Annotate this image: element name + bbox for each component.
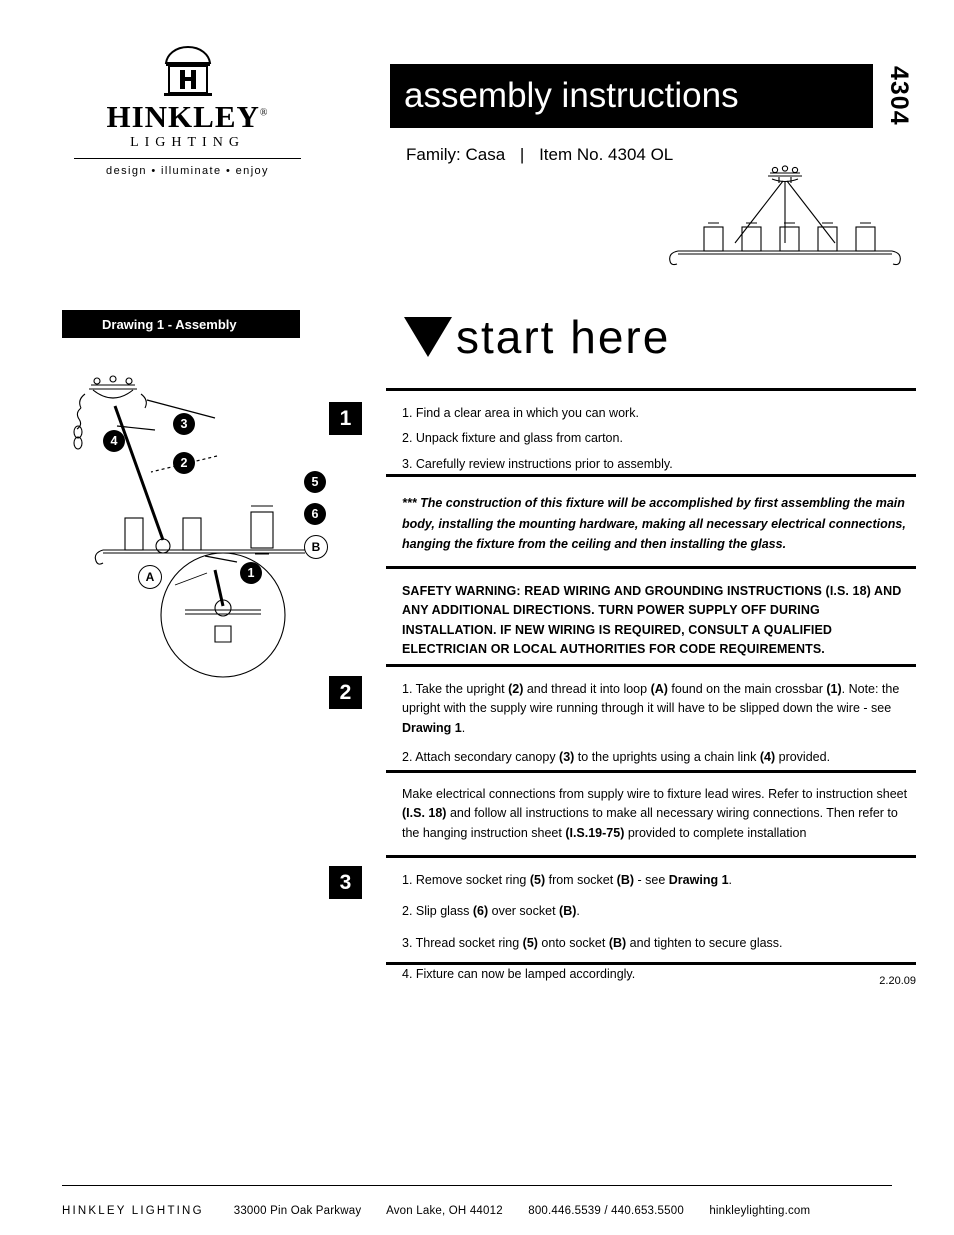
step-1-line-1: 1. Find a clear area in which you can work. (402, 406, 639, 420)
callout-6: 6 (304, 503, 326, 525)
family-label: Family: Casa (406, 145, 506, 164)
callout-3: 3 (173, 413, 195, 435)
callout-b: B (304, 535, 328, 559)
page-title-bar (390, 64, 873, 128)
step-3-line-3: 3. Thread socket ring (5) onto socket (B) and tighten to secure glass. (402, 935, 783, 950)
step-2-line-1: 1. Take the upright (2) and thread it into loop (A) found on the main crossbar (1). Note: the upright with the supply wire running through it will have to be slipped down the wire - see Drawing 1. (402, 682, 900, 735)
divider-6 (386, 855, 916, 858)
step-2-line-2: 2. Attach secondary canopy (3) to the uprights using a chain link (4) provided. (402, 750, 831, 765)
step-2-badge: 2 (329, 676, 362, 709)
item-number-label: Item No. 4304 OL (539, 145, 674, 164)
logo-subtitle: LIGHTING (130, 135, 245, 150)
callout-2: 2 (173, 452, 195, 474)
footer (62, 1205, 892, 1217)
down-arrow-icon (404, 317, 452, 357)
revision-date: 2.20.09 (879, 975, 916, 987)
footer-contact (234, 1205, 833, 1217)
step-3-line-4: 4. Fixture can now be lamped accordingly. (402, 967, 636, 982)
start-here-label: start here (456, 311, 671, 363)
safety-warning (402, 582, 916, 660)
wiring-text: Make electrical connections from supply wire to fixture lead wires. Refer to instruction sheet (I.S. 18) and follow all instructions to make all necessary wiring connections. Then refer to the hanging instruction sheet (I.S.19-75) provided to complete installation (402, 787, 908, 840)
divider-3 (386, 566, 916, 569)
item-code-vertical: 4304 (885, 66, 913, 126)
logo-divider (74, 158, 301, 159)
footer-divider (62, 1185, 892, 1186)
step-3-line-2: 2. Slip glass (6) over socket (B). (402, 904, 580, 919)
wiring-instructions (402, 785, 916, 843)
fixture-illustration (660, 165, 910, 285)
footer-phone: 800.446.5539 / 440.653.5500 (528, 1205, 684, 1217)
step-1-line-2: 2. Unpack fixture and glass from carton. (402, 431, 623, 446)
callout-1: 1 (240, 562, 262, 584)
brand-logo (70, 45, 305, 177)
divider-4 (386, 664, 916, 667)
page-title: assembly instructions (404, 76, 739, 115)
drawing-panel-header (62, 310, 300, 338)
hinkley-lantern-icon (153, 45, 223, 97)
step-1-body (402, 404, 916, 474)
step-2-body (402, 680, 916, 768)
step-3-body (402, 871, 916, 985)
footer-brand: HINKLEY LIGHTING (62, 1205, 204, 1217)
step-1-badge: 1 (329, 402, 362, 435)
logo-wordmark (106, 101, 268, 132)
step-3-line-1: 1. Remove socket ring (5) from socket (B) - see Drawing 1. (402, 873, 733, 887)
start-here-heading (404, 310, 670, 364)
footer-website[interactable]: hinkleylighting.com (709, 1205, 811, 1217)
footer-city: Avon Lake, OH 44012 (386, 1205, 503, 1217)
drawing-panel-title: Drawing 1 - Assembly (102, 316, 237, 332)
callout-4: 4 (103, 430, 125, 452)
footer-address: 33000 Pin Oak Parkway (233, 1205, 362, 1217)
construction-note (402, 493, 916, 555)
step-3-badge: 3 (329, 866, 362, 899)
callout-5: 5 (304, 471, 326, 493)
step-1-line-3: 3. Carefully review instructions prior to assembly. (402, 456, 673, 471)
assembly-drawing (55, 360, 355, 700)
logo-tagline: design • illuminate • enjoy (106, 165, 269, 177)
callout-a: A (138, 565, 162, 589)
family-separator: | (519, 145, 525, 164)
safety-warning-text: SAFETY WARNING: READ WIRING AND GROUNDING INSTRUCTIONS (I.S. 18) AND ANY ADDITIONAL DIRECTIONS. TURN POWER SUPPLY OFF DURING INSTALLATION. IF NEW WIRING IS REQUIRED, CONSULT A QUALIFIED ELECTRICIAN OR LOCAL AUTHORITIES FOR CODE REQUIREMENTS. (402, 584, 902, 657)
family-item-line (406, 145, 673, 165)
divider-7 (386, 962, 916, 965)
construction-note-text: *** The construction of this fixture will be accomplished by first assembling the main body, installing the mounting hardware, making all necessary electrical connections, hanging the fixture from the ceiling and then installing the glass. (402, 496, 906, 552)
divider-2 (386, 474, 916, 477)
registered-mark: ® (259, 107, 269, 119)
divider-5 (386, 770, 916, 773)
logo-wordmark-text: HINKLEY (106, 99, 260, 134)
divider-1 (386, 388, 916, 391)
